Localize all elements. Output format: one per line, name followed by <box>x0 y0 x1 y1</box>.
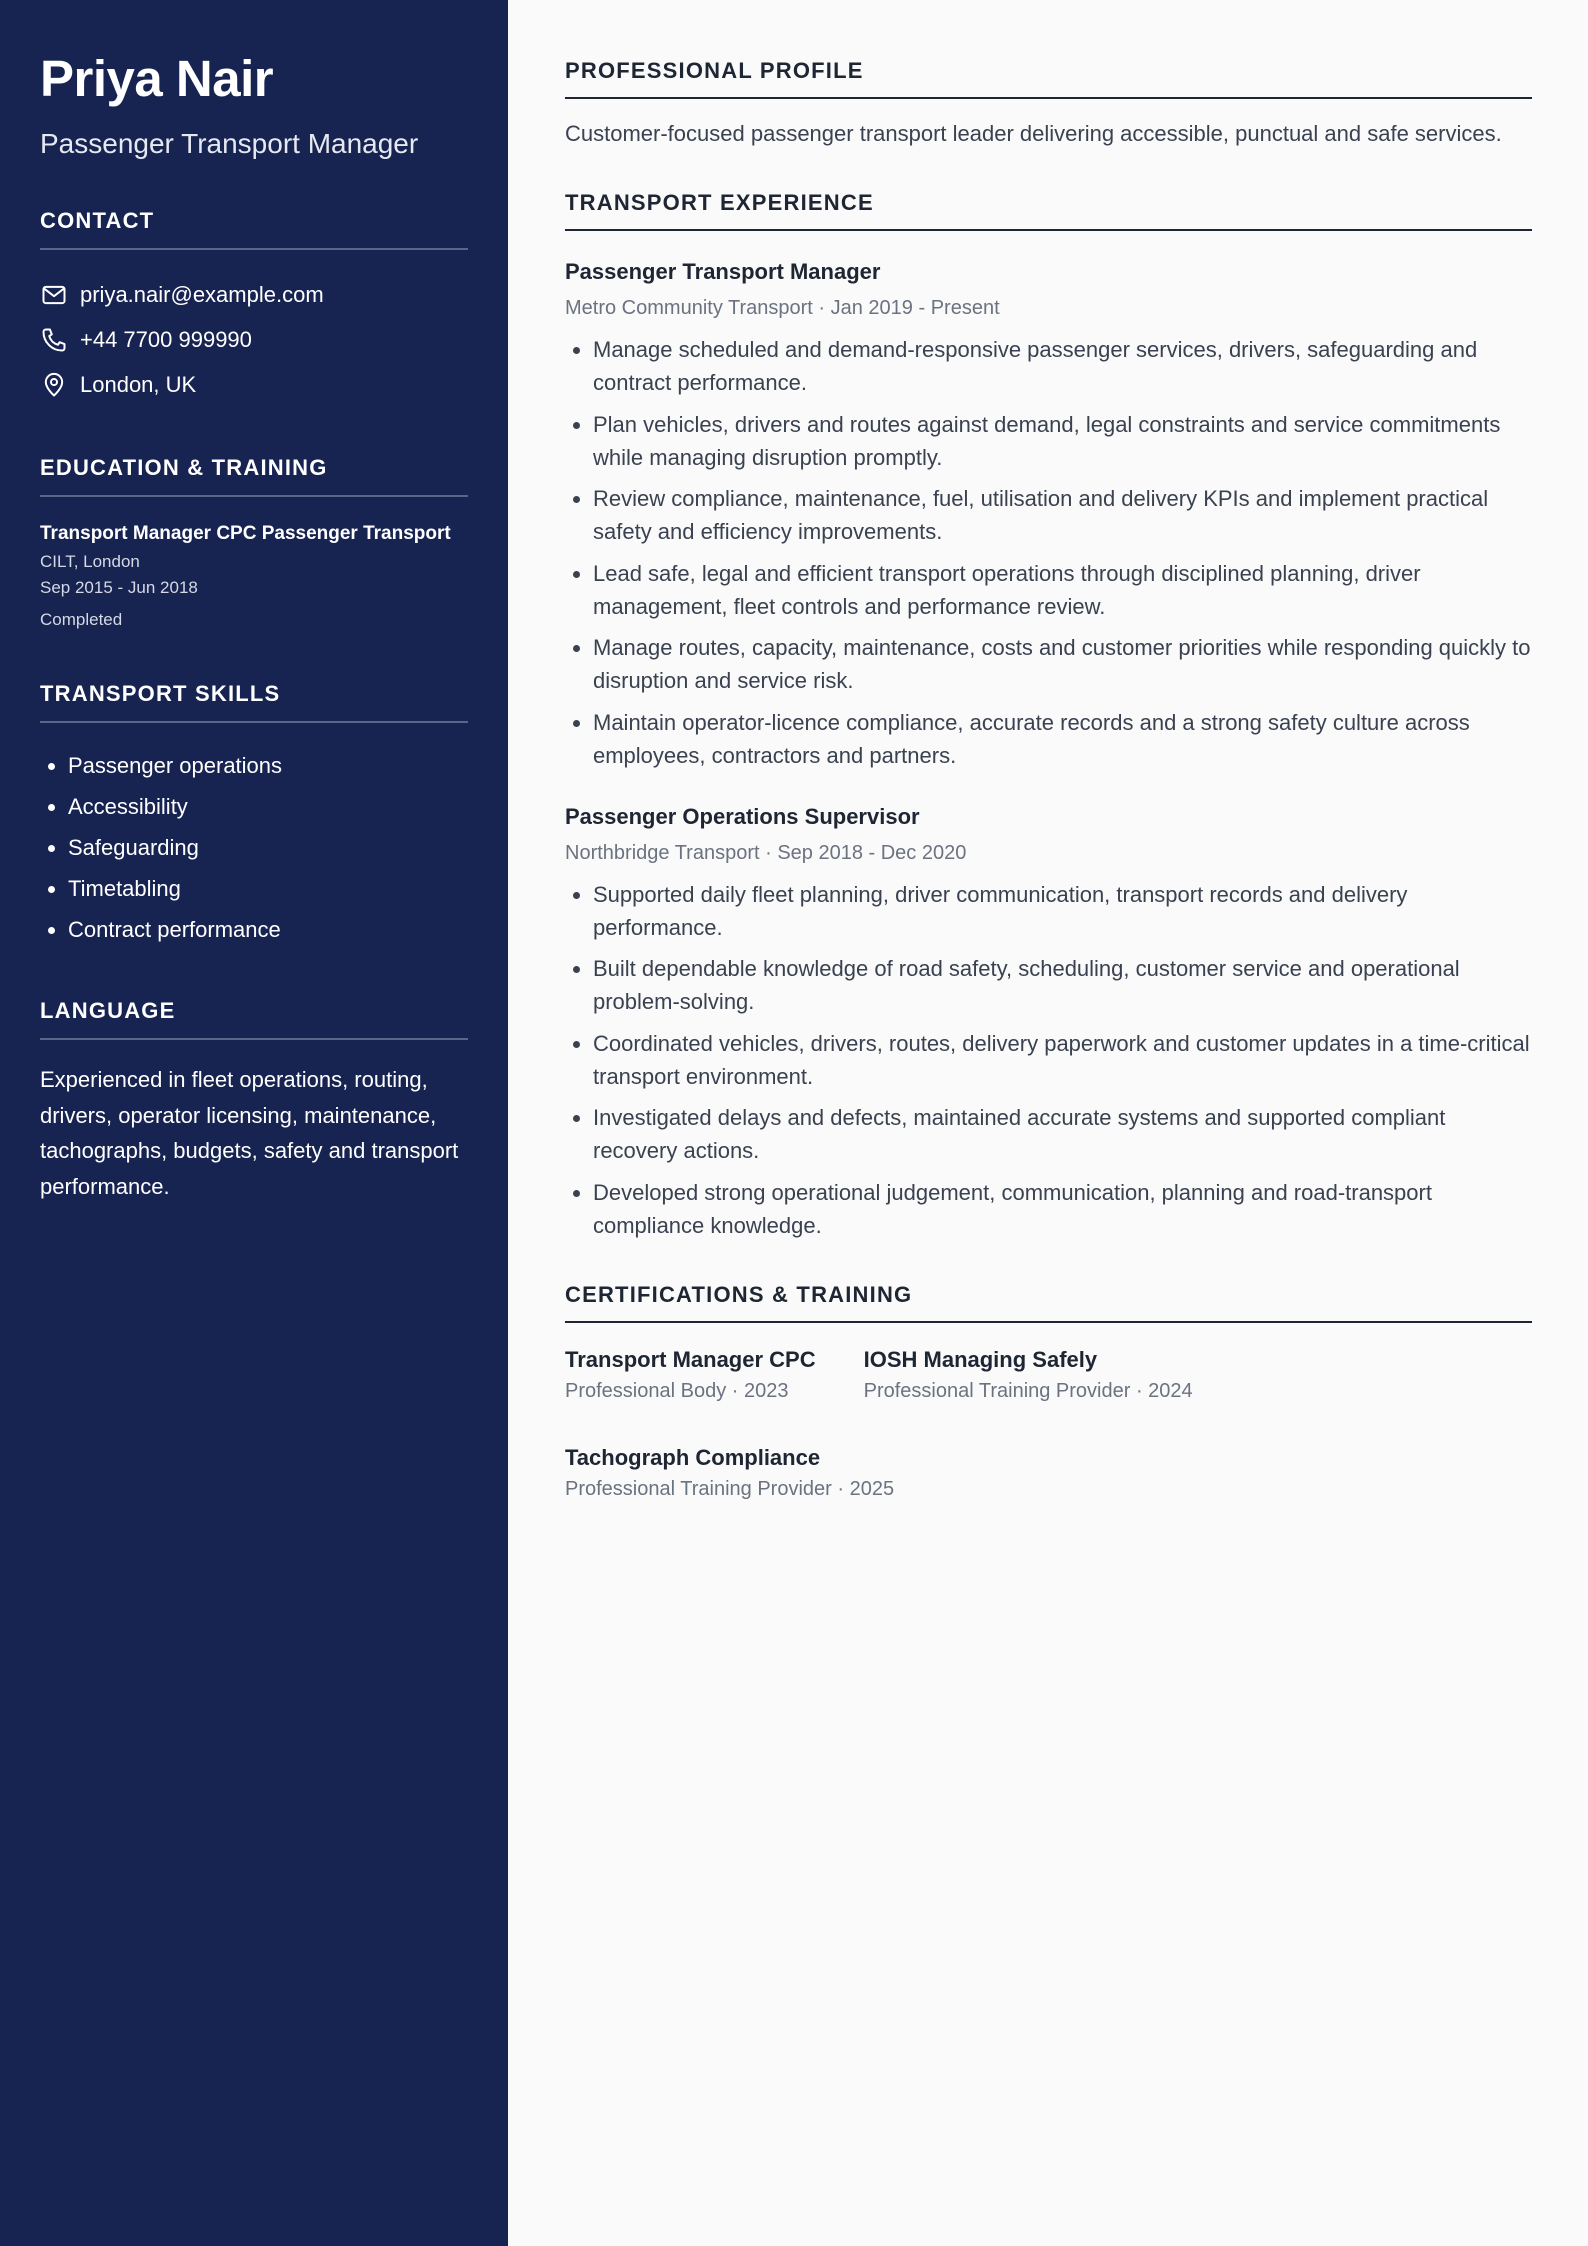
skills-list <box>40 745 468 950</box>
contact-email-text: priya.nair@example.com <box>80 281 324 307</box>
sidebar <box>0 0 508 2246</box>
job-bullet: • Plan vehicles, drivers and routes against demand, legal constraints and service commitments while managing disruption promptly. <box>593 408 1532 474</box>
education-heading: EDUCATION & TRAINING <box>40 455 468 497</box>
profile-section <box>565 58 1532 150</box>
skills-section <box>40 681 468 950</box>
contact-section <box>40 208 468 407</box>
main-content <box>508 0 1588 2246</box>
profile-text: Customer-focused passenger transport leader delivering accessible, punctual and safe services. <box>565 121 1502 146</box>
mail-icon <box>40 281 68 309</box>
certification-meta: Professional Training Provider · 2024 <box>863 1379 1193 1402</box>
experience-section <box>565 190 1532 1242</box>
language-section <box>40 998 468 1204</box>
education-status: Completed <box>40 610 123 630</box>
job-bullets <box>565 333 1532 772</box>
phone-icon <box>40 326 68 354</box>
job-bullet: • Coordinated vehicles, drivers, routes, delivery paperwork and customer updates in a time-critical transport environment. <box>593 1027 1532 1093</box>
certifications-section <box>565 1282 1532 1541</box>
contact-location-text: London, UK <box>80 371 197 397</box>
profile-heading: PROFESSIONAL PROFILE <box>565 58 1532 99</box>
job-bullet: • Lead safe, legal and efficient transport operations through disciplined planning, driver management, fleet controls and performance review. <box>593 557 1532 623</box>
job-title: Passenger Transport Manager <box>565 259 881 284</box>
contact-heading: CONTACT <box>40 208 468 250</box>
skill-item: • Timetabling <box>68 868 468 909</box>
certification-name: Transport Manager CPC <box>565 1346 816 1372</box>
location-pin-icon <box>40 371 68 399</box>
candidate-role: Passenger Transport Manager <box>40 127 419 159</box>
certifications-heading: CERTIFICATIONS & TRAINING <box>565 1282 1532 1323</box>
education-institution: CILT, London <box>40 552 140 572</box>
skill-item: • Safeguarding <box>68 827 468 868</box>
job-bullets <box>565 878 1532 1242</box>
certification-meta: Professional Training Provider · 2025 <box>565 1477 895 1500</box>
job-bullet: • Maintain operator-licence compliance, accurate records and a strong safety culture across employees, contractors and partners. <box>593 706 1532 772</box>
job-bullet: • Manage scheduled and demand-responsive passenger services, drivers, safeguarding and contract performance. <box>593 333 1532 399</box>
job-bullet: • Built dependable knowledge of road safety, scheduling, customer service and operational problem-solving. <box>593 952 1532 1018</box>
job-title: Passenger Operations Supervisor <box>565 803 920 829</box>
job-bullet: • Investigated delays and defects, maintained accurate systems and supported compliant recovery actions. <box>593 1101 1532 1167</box>
contact-email[interactable] <box>40 272 468 317</box>
certification-item <box>864 1345 1193 1405</box>
contact-phone-text: +44 7700 999990 <box>80 326 252 352</box>
job-bullet: • Review compliance, maintenance, fuel, utilisation and delivery KPIs and implement practical safety and efficiency improvements. <box>593 482 1532 548</box>
certifications-list <box>565 1345 1532 1541</box>
education-title: Transport Manager CPC Passenger Transport <box>40 523 451 545</box>
skill-item: • Accessibility <box>68 786 468 827</box>
job-bullet: • Developed strong operational judgement, communication, planning and road-transport compliance knowledge. <box>593 1176 1532 1242</box>
language-heading: LANGUAGE <box>40 998 468 1040</box>
education-section <box>40 455 468 633</box>
certification-name: IOSH Managing Safely <box>863 1346 1098 1372</box>
contact-phone[interactable] <box>40 317 468 362</box>
education-dates: Sep 2015 - Jun 2018 <box>40 578 198 598</box>
job-entry <box>565 257 1532 772</box>
certification-name: Tachograph Compliance <box>565 1444 821 1470</box>
job-meta: Metro Community Transport · Jan 2019 - Present <box>565 297 1000 319</box>
job-bullet: • Supported daily fleet planning, driver communication, transport records and delivery performance. <box>593 878 1532 944</box>
skill-item: • Passenger operations <box>68 745 468 786</box>
job-entry <box>565 802 1532 1242</box>
job-bullet: • Manage routes, capacity, maintenance, costs and customer priorities while responding quickly to disruption and service risk. <box>593 631 1532 697</box>
candidate-name: Priya Nair <box>40 50 274 107</box>
certification-item <box>565 1443 1484 1503</box>
job-meta: Northbridge Transport · Sep 2018 - Dec 2020 <box>565 841 967 864</box>
certification-meta: Professional Body · 2023 <box>565 1379 789 1402</box>
skills-heading: TRANSPORT SKILLS <box>40 681 468 723</box>
language-text: Experienced in fleet operations, routing, drivers, operator licensing, maintenance, tachographs, budgets, safety and transport performance. <box>40 1067 459 1199</box>
education-entry <box>40 519 468 633</box>
contact-location <box>40 362 468 407</box>
certification-item <box>565 1345 816 1405</box>
experience-heading: TRANSPORT EXPERIENCE <box>565 190 1532 231</box>
skill-item: • Contract performance <box>68 909 468 950</box>
contact-list <box>40 272 468 407</box>
